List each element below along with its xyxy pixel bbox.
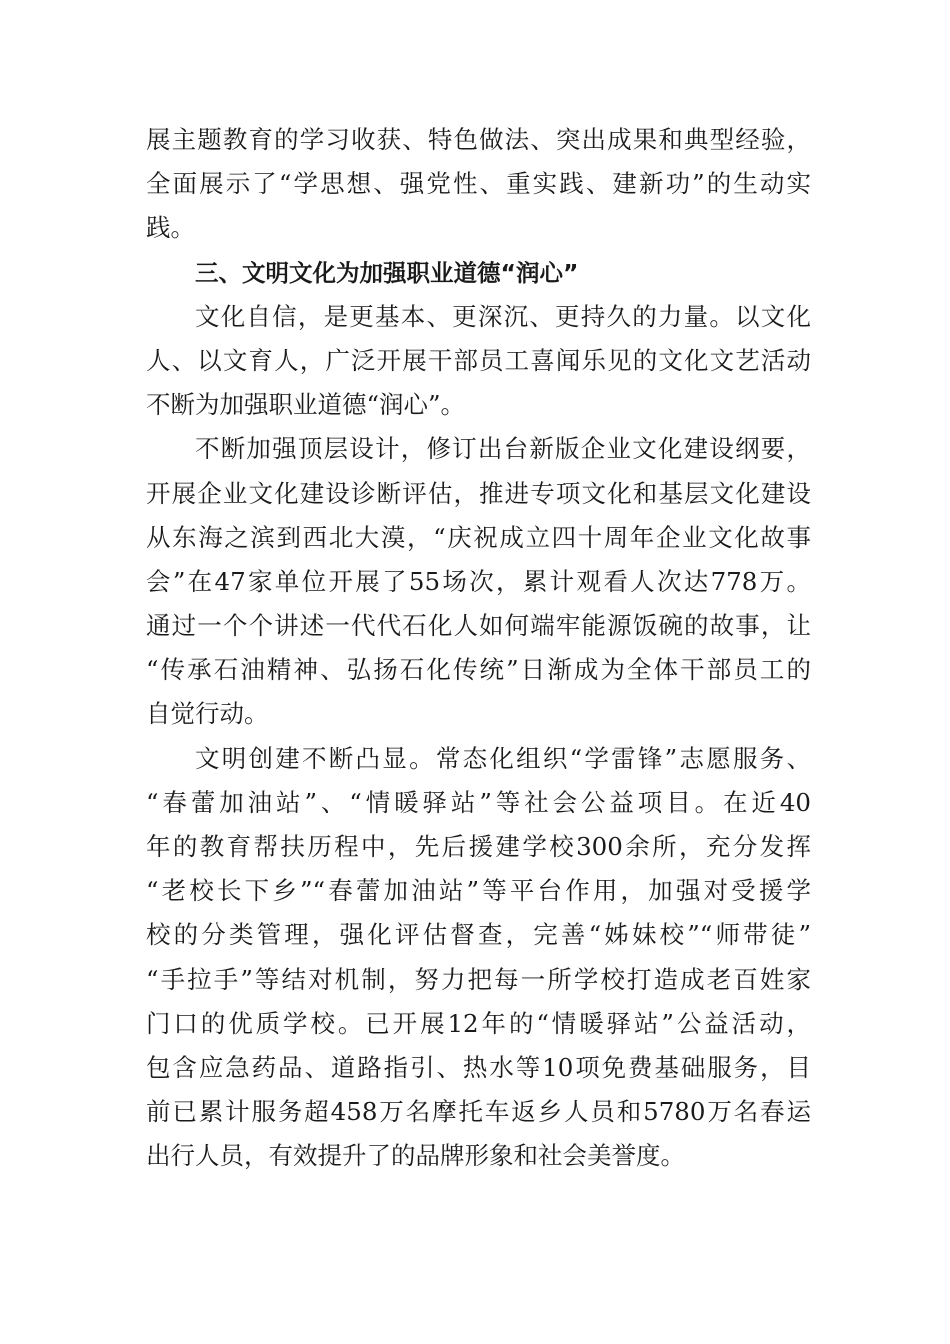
paragraph-line: 会”在47家单位开展了55场次，累计观看人次达778万。 [146,566,811,596]
paragraph-line: 展主题教育的学习收获、特色做法、突出成果和典型经验， [146,125,811,154]
paragraph-line: 出行人员，有效提升了的品牌形象和社会美誉度。 [146,1141,685,1171]
section-heading: 三、文明文化为加强职业道德“润心” [195,258,579,287]
paragraph-line: “传承石油精神、弘扬石化传统”日渐成为全体干部员工的 [146,655,811,685]
paragraph-line: 全面展示了“学思想、强党性、重实践、建新功”的生动实 [146,169,811,199]
paragraph-line: “春蕾加油站”、“情暖驿站”等社会公益项目。在近40 [146,787,811,817]
paragraph-line: 前已累计服务超458万名摩托车返乡人员和5780万名春运 [146,1097,811,1127]
document-body [146,118,811,1179]
paragraph-line: 文化自信，是更基本、更深沉、更持久的力量。以文化 [195,301,811,331]
paragraph-line: 门口的优质学校。已开展12年的“情暖驿站”公益活动， [146,1008,811,1038]
paragraph-line: 校的分类管理，强化评估督查，完善“姊妹校”“师带徒” [146,920,811,950]
paragraph-line: 人、以文育人，广泛开展干部员工喜闻乐见的文化文艺活动 [146,345,811,375]
paragraph-line: 包含应急药品、道路指引、热水等10项免费基础服务，目 [146,1052,811,1082]
paragraph-line: 不断加强顶层设计，修订出台新版企业文化建设纲要， [195,434,811,464]
paragraph-line: 从东海之滨到西北大漠，“庆祝成立四十周年企业文化故事 [146,522,811,552]
paragraph-line: “老校长下乡”“春蕾加油站”等平台作用，加强对受援学 [146,876,811,906]
paragraph-line: 文明创建不断凸显。常态化组织“学雷锋”志愿服务、 [195,743,811,773]
paragraph-line: 开展企业文化建设诊断评估，推进专项文化和基层文化建设 [146,478,811,508]
paragraph-line: 年的教育帮扶历程中，先后援建学校300余所，充分发挥 [146,832,811,861]
paragraph-line: 自觉行动。 [146,699,269,729]
paragraph-line: 不断为加强职业道德“润心”。 [146,390,466,420]
paragraph-line: 践。 [146,213,195,243]
paragraph-line: “手拉手”等结对机制，努力把每一所学校打造成老百姓家 [146,964,811,994]
paragraph-line: 通过一个个讲述一代代石化人如何端牢能源饭碗的故事，让 [146,611,811,641]
